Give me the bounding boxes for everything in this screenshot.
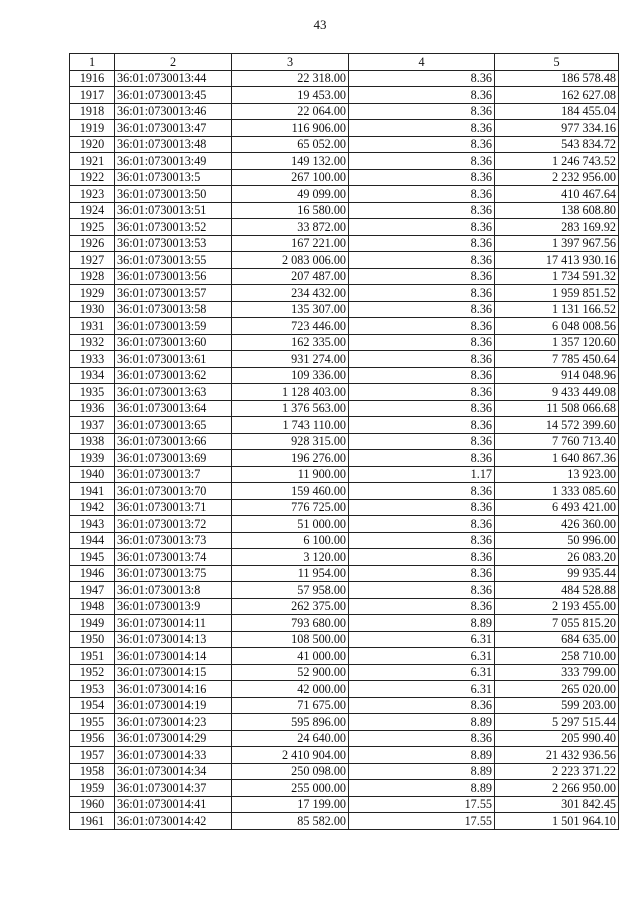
row-number-cell: 1935 bbox=[70, 384, 115, 401]
cadastral-number-cell: 36:01:0730013:71 bbox=[115, 499, 232, 516]
value-cell: 1 959 851.52 bbox=[495, 285, 619, 302]
rate-cell: 8.36 bbox=[349, 582, 495, 599]
table-row bbox=[70, 384, 619, 401]
row-number-cell: 1931 bbox=[70, 318, 115, 335]
area-cell: 159 460.00 bbox=[232, 483, 349, 500]
value-cell: 2 193 455.00 bbox=[495, 598, 619, 615]
rate-cell: 8.36 bbox=[349, 202, 495, 219]
table-row bbox=[70, 598, 619, 615]
area-cell: 267 100.00 bbox=[232, 169, 349, 186]
cadastral-number-cell: 36:01:0730013:45 bbox=[115, 87, 232, 104]
cadastral-number-cell: 36:01:0730014:15 bbox=[115, 664, 232, 681]
area-cell: 776 725.00 bbox=[232, 499, 349, 516]
rate-cell: 8.36 bbox=[349, 268, 495, 285]
table-row bbox=[70, 334, 619, 351]
value-cell: 50 996.00 bbox=[495, 532, 619, 549]
cadastral-number-cell: 36:01:0730013:62 bbox=[115, 367, 232, 384]
rate-cell: 8.36 bbox=[349, 532, 495, 549]
table-row bbox=[70, 120, 619, 137]
area-cell: 595 896.00 bbox=[232, 714, 349, 731]
cadastral-number-cell: 36:01:0730013:64 bbox=[115, 400, 232, 417]
area-cell: 116 906.00 bbox=[232, 120, 349, 137]
row-number-cell: 1955 bbox=[70, 714, 115, 731]
rate-cell: 8.36 bbox=[349, 384, 495, 401]
table-row bbox=[70, 796, 619, 813]
area-cell: 793 680.00 bbox=[232, 615, 349, 632]
area-cell: 723 446.00 bbox=[232, 318, 349, 335]
row-number-cell: 1960 bbox=[70, 796, 115, 813]
area-cell: 167 221.00 bbox=[232, 235, 349, 252]
row-number-cell: 1925 bbox=[70, 219, 115, 236]
cadastral-number-cell: 36:01:0730014:29 bbox=[115, 730, 232, 747]
table-row bbox=[70, 186, 619, 203]
cadastral-number-cell: 36:01:0730014:41 bbox=[115, 796, 232, 813]
rate-cell: 8.36 bbox=[349, 235, 495, 252]
rate-cell: 8.36 bbox=[349, 334, 495, 351]
rate-cell: 8.36 bbox=[349, 252, 495, 269]
column-header-4: 4 bbox=[349, 54, 495, 71]
rate-cell: 8.36 bbox=[349, 400, 495, 417]
cadastral-number-cell: 36:01:0730013:50 bbox=[115, 186, 232, 203]
cadastral-number-cell: 36:01:0730013:8 bbox=[115, 582, 232, 599]
row-number-cell: 1944 bbox=[70, 532, 115, 549]
row-number-cell: 1952 bbox=[70, 664, 115, 681]
area-cell: 71 675.00 bbox=[232, 697, 349, 714]
cadastral-number-cell: 36:01:0730014:33 bbox=[115, 747, 232, 764]
table-row bbox=[70, 367, 619, 384]
table-row bbox=[70, 648, 619, 665]
table-row bbox=[70, 730, 619, 747]
rate-cell: 8.36 bbox=[349, 516, 495, 533]
value-cell: 2 266 950.00 bbox=[495, 780, 619, 797]
area-cell: 207 487.00 bbox=[232, 268, 349, 285]
rate-cell: 8.36 bbox=[349, 120, 495, 137]
value-cell: 162 627.08 bbox=[495, 87, 619, 104]
value-cell: 914 048.96 bbox=[495, 367, 619, 384]
cadastral-number-cell: 36:01:0730013:55 bbox=[115, 252, 232, 269]
area-cell: 51 000.00 bbox=[232, 516, 349, 533]
value-cell: 13 923.00 bbox=[495, 466, 619, 483]
cadastral-number-cell: 36:01:0730013:46 bbox=[115, 103, 232, 120]
area-cell: 11 954.00 bbox=[232, 565, 349, 582]
rate-cell: 8.36 bbox=[349, 351, 495, 368]
rate-cell: 8.36 bbox=[349, 70, 495, 87]
table-row bbox=[70, 813, 619, 830]
value-cell: 7 785 450.64 bbox=[495, 351, 619, 368]
page-number: 43 bbox=[313, 17, 327, 32]
value-cell: 2 223 371.22 bbox=[495, 763, 619, 780]
table-row bbox=[70, 202, 619, 219]
value-cell: 17 413 930.16 bbox=[495, 252, 619, 269]
table-row bbox=[70, 450, 619, 467]
cadastral-number-cell: 36:01:0730013:7 bbox=[115, 466, 232, 483]
data-table bbox=[69, 53, 619, 830]
value-cell: 11 508 066.68 bbox=[495, 400, 619, 417]
value-cell: 1 640 867.36 bbox=[495, 450, 619, 467]
row-number-cell: 1922 bbox=[70, 169, 115, 186]
rate-cell: 6.31 bbox=[349, 631, 495, 648]
value-cell: 6 048 008.56 bbox=[495, 318, 619, 335]
table-row bbox=[70, 70, 619, 87]
area-cell: 250 098.00 bbox=[232, 763, 349, 780]
row-number-cell: 1948 bbox=[70, 598, 115, 615]
area-cell: 22 318.00 bbox=[232, 70, 349, 87]
table-row bbox=[70, 235, 619, 252]
value-cell: 1 131 166.52 bbox=[495, 301, 619, 318]
rate-cell: 8.36 bbox=[349, 565, 495, 582]
area-cell: 3 120.00 bbox=[232, 549, 349, 566]
row-number-cell: 1956 bbox=[70, 730, 115, 747]
row-number-cell: 1937 bbox=[70, 417, 115, 434]
row-number-cell: 1933 bbox=[70, 351, 115, 368]
value-cell: 99 935.44 bbox=[495, 565, 619, 582]
table-row bbox=[70, 103, 619, 120]
area-cell: 24 640.00 bbox=[232, 730, 349, 747]
value-cell: 301 842.45 bbox=[495, 796, 619, 813]
value-cell: 205 990.40 bbox=[495, 730, 619, 747]
cadastral-number-cell: 36:01:0730014:16 bbox=[115, 681, 232, 698]
rate-cell: 17.55 bbox=[349, 813, 495, 830]
cadastral-number-cell: 36:01:0730013:47 bbox=[115, 120, 232, 137]
table-row bbox=[70, 301, 619, 318]
area-cell: 22 064.00 bbox=[232, 103, 349, 120]
row-number-cell: 1930 bbox=[70, 301, 115, 318]
rate-cell: 8.36 bbox=[349, 367, 495, 384]
row-number-cell: 1924 bbox=[70, 202, 115, 219]
value-cell: 1 357 120.60 bbox=[495, 334, 619, 351]
table-row bbox=[70, 417, 619, 434]
value-cell: 9 433 449.08 bbox=[495, 384, 619, 401]
area-cell: 11 900.00 bbox=[232, 466, 349, 483]
area-cell: 19 453.00 bbox=[232, 87, 349, 104]
rate-cell: 8.36 bbox=[349, 136, 495, 153]
table-row bbox=[70, 499, 619, 516]
table-row bbox=[70, 400, 619, 417]
table-row bbox=[70, 466, 619, 483]
area-cell: 85 582.00 bbox=[232, 813, 349, 830]
table-row bbox=[70, 136, 619, 153]
column-header-1: 1 bbox=[70, 54, 115, 71]
row-number-cell: 1939 bbox=[70, 450, 115, 467]
rate-cell: 8.36 bbox=[349, 697, 495, 714]
area-cell: 41 000.00 bbox=[232, 648, 349, 665]
table-row bbox=[70, 631, 619, 648]
cadastral-number-cell: 36:01:0730014:34 bbox=[115, 763, 232, 780]
value-cell: 977 334.16 bbox=[495, 120, 619, 137]
area-cell: 17 199.00 bbox=[232, 796, 349, 813]
cadastral-number-cell: 36:01:0730013:63 bbox=[115, 384, 232, 401]
cadastral-number-cell: 36:01:0730013:49 bbox=[115, 153, 232, 170]
area-cell: 1 743 110.00 bbox=[232, 417, 349, 434]
rate-cell: 8.36 bbox=[349, 549, 495, 566]
area-cell: 162 335.00 bbox=[232, 334, 349, 351]
row-number-cell: 1951 bbox=[70, 648, 115, 665]
cadastral-number-cell: 36:01:0730013:65 bbox=[115, 417, 232, 434]
value-cell: 2 232 956.00 bbox=[495, 169, 619, 186]
row-number-cell: 1942 bbox=[70, 499, 115, 516]
value-cell: 283 169.92 bbox=[495, 219, 619, 236]
value-cell: 26 083.20 bbox=[495, 549, 619, 566]
area-cell: 135 307.00 bbox=[232, 301, 349, 318]
table-row bbox=[70, 780, 619, 797]
area-cell: 1 128 403.00 bbox=[232, 384, 349, 401]
rate-cell: 8.36 bbox=[349, 318, 495, 335]
area-cell: 33 872.00 bbox=[232, 219, 349, 236]
table-row bbox=[70, 285, 619, 302]
row-number-cell: 1941 bbox=[70, 483, 115, 500]
table-row bbox=[70, 252, 619, 269]
row-number-cell: 1936 bbox=[70, 400, 115, 417]
table-row bbox=[70, 433, 619, 450]
value-cell: 7 055 815.20 bbox=[495, 615, 619, 632]
value-cell: 543 834.72 bbox=[495, 136, 619, 153]
rate-cell: 8.36 bbox=[349, 219, 495, 236]
row-number-cell: 1917 bbox=[70, 87, 115, 104]
area-cell: 6 100.00 bbox=[232, 532, 349, 549]
area-cell: 2 410 904.00 bbox=[232, 747, 349, 764]
table-row bbox=[70, 318, 619, 335]
row-number-cell: 1932 bbox=[70, 334, 115, 351]
cadastral-number-cell: 36:01:0730013:59 bbox=[115, 318, 232, 335]
area-cell: 2 083 006.00 bbox=[232, 252, 349, 269]
rate-cell: 8.36 bbox=[349, 169, 495, 186]
row-number-cell: 1961 bbox=[70, 813, 115, 830]
table-row bbox=[70, 714, 619, 731]
rate-cell: 8.89 bbox=[349, 780, 495, 797]
value-cell: 684 635.00 bbox=[495, 631, 619, 648]
row-number-cell: 1928 bbox=[70, 268, 115, 285]
cadastral-number-cell: 36:01:0730014:37 bbox=[115, 780, 232, 797]
rate-cell: 8.36 bbox=[349, 499, 495, 516]
value-cell: 258 710.00 bbox=[495, 648, 619, 665]
table-row bbox=[70, 153, 619, 170]
row-number-cell: 1923 bbox=[70, 186, 115, 203]
table-row bbox=[70, 763, 619, 780]
cadastral-number-cell: 36:01:0730013:75 bbox=[115, 565, 232, 582]
row-number-cell: 1957 bbox=[70, 747, 115, 764]
row-number-cell: 1958 bbox=[70, 763, 115, 780]
row-number-cell: 1950 bbox=[70, 631, 115, 648]
cadastral-number-cell: 36:01:0730014:23 bbox=[115, 714, 232, 731]
value-cell: 7 760 713.40 bbox=[495, 433, 619, 450]
row-number-cell: 1954 bbox=[70, 697, 115, 714]
rate-cell: 8.36 bbox=[349, 730, 495, 747]
rate-cell: 6.31 bbox=[349, 681, 495, 698]
row-number-cell: 1940 bbox=[70, 466, 115, 483]
area-cell: 49 099.00 bbox=[232, 186, 349, 203]
row-number-cell: 1920 bbox=[70, 136, 115, 153]
cadastral-number-cell: 36:01:0730013:53 bbox=[115, 235, 232, 252]
table-row bbox=[70, 549, 619, 566]
area-cell: 109 336.00 bbox=[232, 367, 349, 384]
table-row bbox=[70, 615, 619, 632]
row-number-cell: 1947 bbox=[70, 582, 115, 599]
value-cell: 1 501 964.10 bbox=[495, 813, 619, 830]
cadastral-number-cell: 36:01:0730013:57 bbox=[115, 285, 232, 302]
value-cell: 1 397 967.56 bbox=[495, 235, 619, 252]
row-number-cell: 1953 bbox=[70, 681, 115, 698]
value-cell: 184 455.04 bbox=[495, 103, 619, 120]
rate-cell: 8.36 bbox=[349, 417, 495, 434]
cadastral-number-cell: 36:01:0730013:5 bbox=[115, 169, 232, 186]
area-cell: 255 000.00 bbox=[232, 780, 349, 797]
table-row bbox=[70, 219, 619, 236]
table-row bbox=[70, 664, 619, 681]
area-cell: 234 432.00 bbox=[232, 285, 349, 302]
table-row bbox=[70, 516, 619, 533]
table-row bbox=[70, 169, 619, 186]
cadastral-number-cell: 36:01:0730013:72 bbox=[115, 516, 232, 533]
table-row bbox=[70, 268, 619, 285]
cadastral-number-cell: 36:01:0730013:56 bbox=[115, 268, 232, 285]
value-cell: 5 297 515.44 bbox=[495, 714, 619, 731]
rate-cell: 8.36 bbox=[349, 450, 495, 467]
rate-cell: 8.36 bbox=[349, 186, 495, 203]
area-cell: 149 132.00 bbox=[232, 153, 349, 170]
area-cell: 16 580.00 bbox=[232, 202, 349, 219]
rate-cell: 6.31 bbox=[349, 664, 495, 681]
row-number-cell: 1938 bbox=[70, 433, 115, 450]
value-cell: 1 333 085.60 bbox=[495, 483, 619, 500]
cadastral-number-cell: 36:01:0730013:74 bbox=[115, 549, 232, 566]
cadastral-number-cell: 36:01:0730014:14 bbox=[115, 648, 232, 665]
value-cell: 21 432 936.56 bbox=[495, 747, 619, 764]
row-number-cell: 1943 bbox=[70, 516, 115, 533]
value-cell: 1 246 743.52 bbox=[495, 153, 619, 170]
row-number-cell: 1934 bbox=[70, 367, 115, 384]
area-cell: 262 375.00 bbox=[232, 598, 349, 615]
rate-cell: 17.55 bbox=[349, 796, 495, 813]
rate-cell: 8.36 bbox=[349, 285, 495, 302]
table-row bbox=[70, 87, 619, 104]
rate-cell: 8.36 bbox=[349, 598, 495, 615]
table-row bbox=[70, 582, 619, 599]
value-cell: 138 608.80 bbox=[495, 202, 619, 219]
row-number-cell: 1959 bbox=[70, 780, 115, 797]
row-number-cell: 1918 bbox=[70, 103, 115, 120]
area-cell: 42 000.00 bbox=[232, 681, 349, 698]
value-cell: 14 572 399.60 bbox=[495, 417, 619, 434]
value-cell: 186 578.48 bbox=[495, 70, 619, 87]
cadastral-number-cell: 36:01:0730013:70 bbox=[115, 483, 232, 500]
column-header-2: 2 bbox=[115, 54, 232, 71]
table-row bbox=[70, 681, 619, 698]
cadastral-number-cell: 36:01:0730013:52 bbox=[115, 219, 232, 236]
cadastral-number-cell: 36:01:0730013:44 bbox=[115, 70, 232, 87]
table-row bbox=[70, 565, 619, 582]
cadastral-number-cell: 36:01:0730013:61 bbox=[115, 351, 232, 368]
cadastral-number-cell: 36:01:0730013:48 bbox=[115, 136, 232, 153]
value-cell: 426 360.00 bbox=[495, 516, 619, 533]
row-number-cell: 1945 bbox=[70, 549, 115, 566]
column-header-5: 5 bbox=[495, 54, 619, 71]
rate-cell: 6.31 bbox=[349, 648, 495, 665]
value-cell: 333 799.00 bbox=[495, 664, 619, 681]
area-cell: 65 052.00 bbox=[232, 136, 349, 153]
table-header-row bbox=[70, 54, 619, 71]
value-cell: 1 734 591.32 bbox=[495, 268, 619, 285]
column-header-3: 3 bbox=[232, 54, 349, 71]
table-row bbox=[70, 532, 619, 549]
area-cell: 108 500.00 bbox=[232, 631, 349, 648]
rate-cell: 8.36 bbox=[349, 433, 495, 450]
rate-cell: 8.36 bbox=[349, 153, 495, 170]
rate-cell: 8.36 bbox=[349, 301, 495, 318]
rate-cell: 8.89 bbox=[349, 615, 495, 632]
row-number-cell: 1946 bbox=[70, 565, 115, 582]
row-number-cell: 1926 bbox=[70, 235, 115, 252]
row-number-cell: 1927 bbox=[70, 252, 115, 269]
cadastral-number-cell: 36:01:0730013:66 bbox=[115, 433, 232, 450]
rate-cell: 8.89 bbox=[349, 747, 495, 764]
cadastral-number-cell: 36:01:0730013:9 bbox=[115, 598, 232, 615]
cadastral-number-cell: 36:01:0730014:19 bbox=[115, 697, 232, 714]
cadastral-number-cell: 36:01:0730014:13 bbox=[115, 631, 232, 648]
rate-cell: 8.36 bbox=[349, 483, 495, 500]
cadastral-number-cell: 36:01:0730013:58 bbox=[115, 301, 232, 318]
table-row bbox=[70, 483, 619, 500]
row-number-cell: 1916 bbox=[70, 70, 115, 87]
cadastral-number-cell: 36:01:0730013:69 bbox=[115, 450, 232, 467]
cadastral-number-cell: 36:01:0730014:11 bbox=[115, 615, 232, 632]
rate-cell: 8.36 bbox=[349, 87, 495, 104]
cadastral-number-cell: 36:01:0730013:73 bbox=[115, 532, 232, 549]
row-number-cell: 1929 bbox=[70, 285, 115, 302]
table-row bbox=[70, 697, 619, 714]
table-row bbox=[70, 747, 619, 764]
value-cell: 599 203.00 bbox=[495, 697, 619, 714]
cadastral-number-cell: 36:01:0730013:51 bbox=[115, 202, 232, 219]
value-cell: 410 467.64 bbox=[495, 186, 619, 203]
table-row bbox=[70, 351, 619, 368]
row-number-cell: 1921 bbox=[70, 153, 115, 170]
row-number-cell: 1919 bbox=[70, 120, 115, 137]
area-cell: 1 376 563.00 bbox=[232, 400, 349, 417]
rate-cell: 1.17 bbox=[349, 466, 495, 483]
value-cell: 484 528.88 bbox=[495, 582, 619, 599]
area-cell: 57 958.00 bbox=[232, 582, 349, 599]
cadastral-number-cell: 36:01:0730013:60 bbox=[115, 334, 232, 351]
rate-cell: 8.89 bbox=[349, 763, 495, 780]
area-cell: 196 276.00 bbox=[232, 450, 349, 467]
area-cell: 931 274.00 bbox=[232, 351, 349, 368]
cadastral-number-cell: 36:01:0730014:42 bbox=[115, 813, 232, 830]
area-cell: 928 315.00 bbox=[232, 433, 349, 450]
area-cell: 52 900.00 bbox=[232, 664, 349, 681]
row-number-cell: 1949 bbox=[70, 615, 115, 632]
rate-cell: 8.89 bbox=[349, 714, 495, 731]
value-cell: 265 020.00 bbox=[495, 681, 619, 698]
value-cell: 6 493 421.00 bbox=[495, 499, 619, 516]
table-body bbox=[70, 70, 619, 829]
rate-cell: 8.36 bbox=[349, 103, 495, 120]
